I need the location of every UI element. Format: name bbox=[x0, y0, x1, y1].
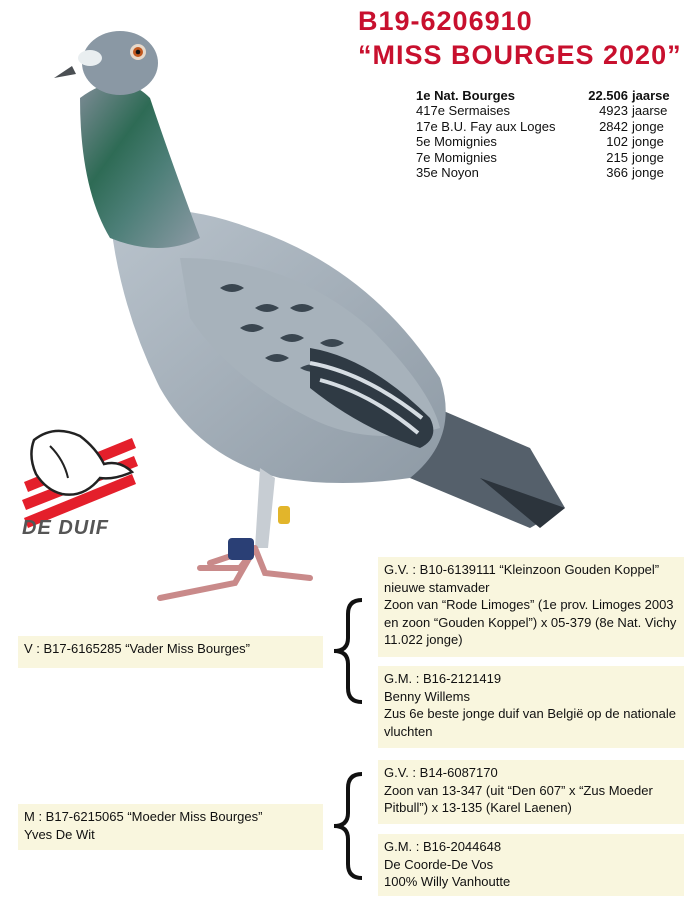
result-place: 7e Momignies bbox=[416, 149, 497, 165]
mother-line: M : B17-6215065 “Moeder Miss Bourges” bbox=[24, 809, 263, 824]
brace-icon bbox=[330, 598, 370, 704]
father-line: V : B17-6165285 “Vader Miss Bourges” bbox=[24, 641, 250, 656]
granddam-line: G.M. : B16-2044648 bbox=[384, 839, 502, 854]
granddam-line: vluchten bbox=[384, 723, 433, 739]
grandsire-line: Pitbull”) x 13-135 (Karel Laenen) bbox=[384, 800, 572, 815]
result-category: jonge bbox=[632, 134, 664, 150]
result-count: 22.506 bbox=[588, 88, 628, 103]
result-place: 5e Momignies bbox=[416, 134, 497, 150]
granddam-line: Benny Willems bbox=[384, 688, 470, 704]
result-count: 102 bbox=[606, 134, 628, 150]
result-category: jaarse bbox=[632, 103, 668, 119]
granddam-line: 100% Willy Vanhoutte bbox=[384, 874, 511, 889]
result-count: 4923 bbox=[599, 103, 628, 119]
logo-text: DE DUIF bbox=[22, 517, 109, 539]
mother-sire-box bbox=[378, 760, 684, 824]
result-place: 35e Noyon bbox=[416, 164, 479, 180]
result-category: jonge bbox=[632, 118, 664, 134]
granddam-line: Zus 6e beste jonge duif van België op de nationale bbox=[384, 706, 676, 721]
result-category: jaarse bbox=[632, 88, 670, 103]
result-count: 366 bbox=[606, 164, 628, 180]
result-category: jonge bbox=[632, 164, 664, 180]
grandsire-line: G.V. : B10-6139111 “Kleinzoon Gouden Koppel” bbox=[384, 562, 660, 577]
result-place: 17e B.U. Fay aux Loges bbox=[416, 118, 556, 134]
grandsire-line: G.V. : B14-6087170 bbox=[384, 765, 498, 780]
ring-number-title: B19-6206910 bbox=[358, 6, 533, 36]
mother-breeder: Yves De Wit bbox=[24, 826, 95, 842]
result-place: 417e Sermaises bbox=[416, 103, 510, 119]
bird-name-title: “MISS BOURGES 2020” bbox=[358, 40, 682, 70]
granddam-line: G.M. : B16-2121419 bbox=[384, 671, 502, 686]
father-box bbox=[18, 636, 323, 668]
result-count: 2842 bbox=[599, 118, 628, 134]
father-sire-box bbox=[378, 557, 684, 657]
grandsire-line: Zoon van 13-347 (uit “Den 607” x “Zus Moeder bbox=[384, 782, 653, 798]
mother-dam-box bbox=[378, 834, 684, 896]
result-category: jonge bbox=[632, 149, 664, 165]
grandsire-line: nieuwe stamvader bbox=[384, 579, 490, 595]
grandsire-line: en zoon “Gouden Koppel”) x 05-379 (8e Nat. Vichy bbox=[384, 614, 677, 630]
brace-icon bbox=[330, 772, 370, 880]
result-count: 215 bbox=[606, 149, 628, 165]
grandsire-line: 11.022 jonge) bbox=[384, 632, 463, 647]
grandsire-line: Zoon van “Rode Limoges” (1e prov. Limoges 2003 bbox=[384, 597, 674, 612]
father-dam-box bbox=[378, 666, 684, 748]
granddam-line: De Coorde-De Vos bbox=[384, 856, 494, 872]
mother-box bbox=[18, 804, 323, 850]
result-place: 1e Nat. Bourges bbox=[416, 88, 515, 103]
